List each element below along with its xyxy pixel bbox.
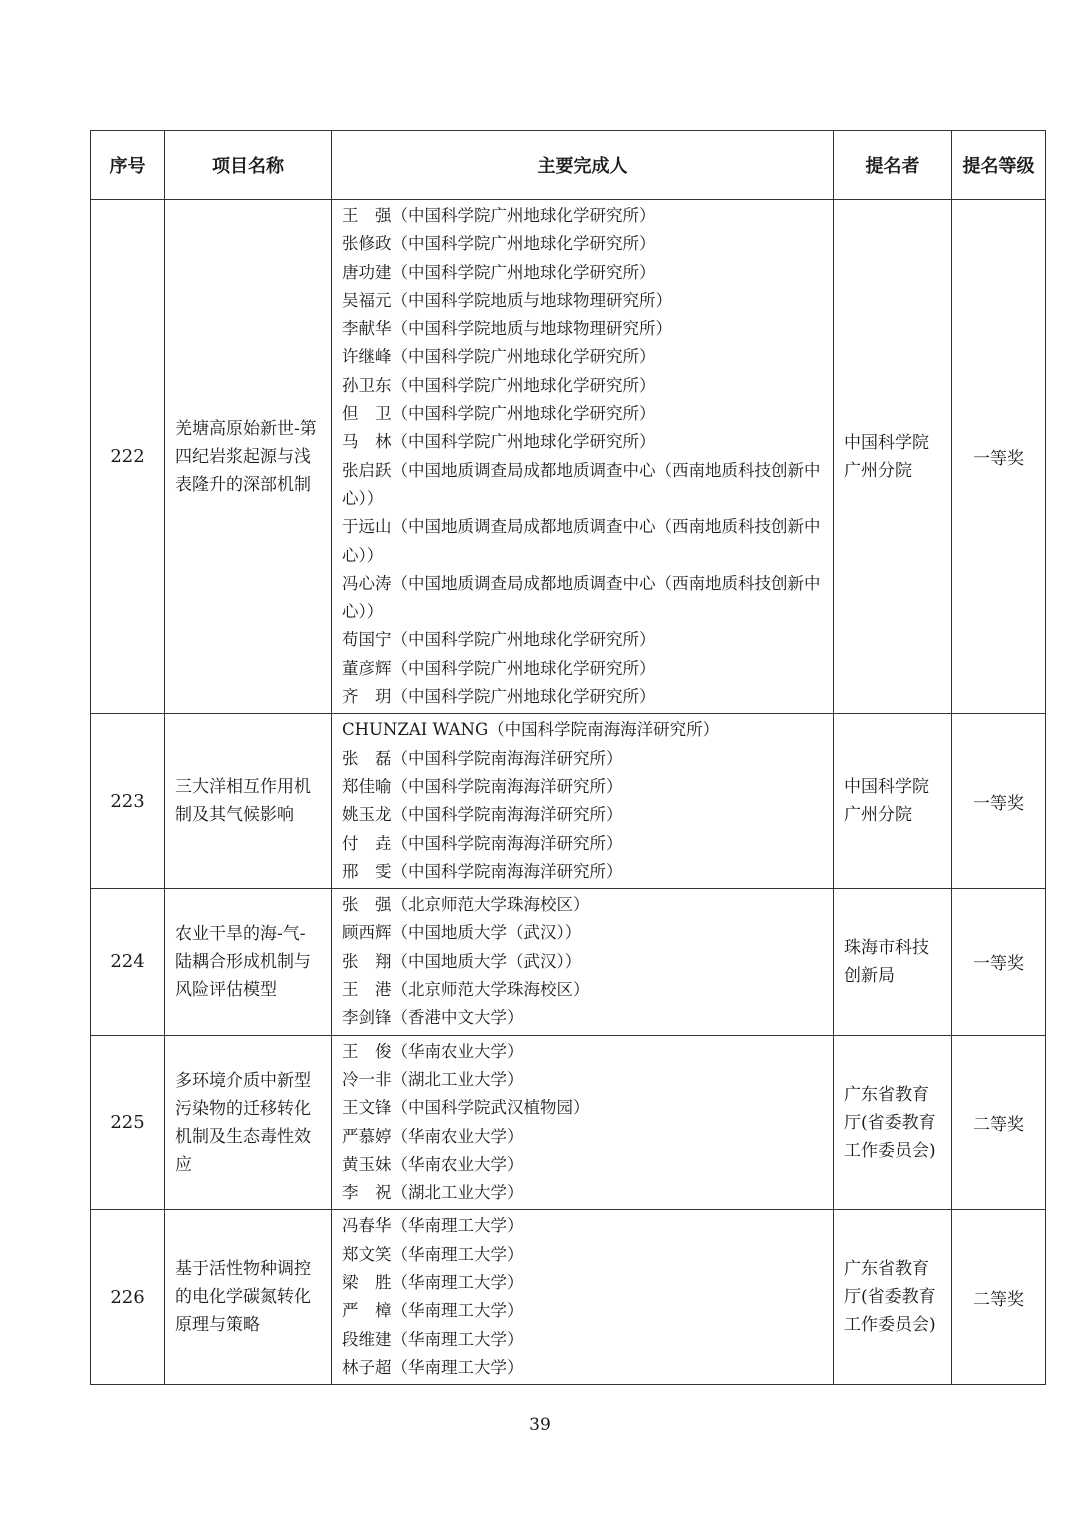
contributor: 李剑锋（香港中文大学） [342, 1008, 524, 1028]
header-main-contributors: 主要完成人 [332, 131, 834, 200]
contributor: 邢 雯（中国科学院南海海洋研究所） [342, 861, 623, 881]
row-nominator: 中国科学院广州分院 [834, 200, 952, 714]
table-row [91, 1035, 1046, 1210]
row-nominator: 广东省教育厅(省委教育工作委员会) [834, 1035, 952, 1210]
row-seq: 222 [91, 200, 165, 714]
contributor: 姚玉龙（中国科学院南海海洋研究所） [342, 805, 623, 825]
table-row [91, 1210, 1046, 1385]
row-seq: 226 [91, 1210, 165, 1385]
table-row [91, 200, 1046, 714]
contributor: 王文锋（中国科学院武汉植物园） [342, 1098, 590, 1118]
contributor: 郑文笑（华南理工大学） [342, 1244, 524, 1264]
row-grade: 二等奖 [952, 1210, 1046, 1385]
table-body [91, 200, 1046, 1385]
contributor: 严慕婷（华南农业大学） [342, 1126, 524, 1146]
contributor: 王 强（中国科学院广州地球化学研究所） [342, 206, 656, 225]
contributor: 顾西辉（中国地质大学（武汉）） [342, 923, 582, 943]
contributor: 林子超（华南理工大学） [342, 1357, 524, 1377]
contributor: 许继峰（中国科学院广州地球化学研究所） [342, 347, 656, 367]
contributor: 李献华（中国科学院地质与地球物理研究所） [342, 319, 672, 339]
row-contributors [332, 1210, 834, 1385]
contributor: 张启跃（中国地质调查局成都地质调查中心（西南地质科技创新中心）） [342, 460, 821, 508]
contributor: 张 强（北京师范大学珠海校区） [342, 895, 590, 915]
award-table [90, 130, 1046, 1385]
row-contributors [332, 1035, 834, 1210]
contributor: 张修政（中国科学院广州地球化学研究所） [342, 234, 656, 254]
contributor: 苟国宁（中国科学院广州地球化学研究所） [342, 630, 656, 650]
header-row [91, 131, 1046, 200]
row-nominator: 广东省教育厅(省委教育工作委员会) [834, 1210, 952, 1385]
contributor: 冯心涛（中国地质调查局成都地质调查中心（西南地质科技创新中心）） [342, 573, 821, 622]
row-contributors [332, 200, 834, 714]
contributor: 马 林（中国科学院广州地球化学研究所） [342, 432, 656, 452]
row-grade: 一等奖 [952, 714, 1046, 889]
contributor: 吴福元（中国科学院地质与地球物理研究所） [342, 290, 672, 310]
contributor: 冯春华（华南理工大学） [342, 1216, 524, 1236]
header-project-name: 项目名称 [165, 131, 332, 200]
contributor: 郑佳喻（中国科学院南海海洋研究所） [342, 776, 623, 796]
header-grade: 提名等级 [952, 131, 1046, 200]
row-project-name: 三大洋相互作用机制及其气候影响 [165, 714, 332, 889]
row-seq: 224 [91, 889, 165, 1035]
contributor: 于远山（中国地质调查局成都地质调查中心（西南地质科技创新中心）） [342, 517, 821, 565]
row-nominator: 中国科学院广州分院 [834, 714, 952, 889]
row-project-name: 羌塘高原始新世-第四纪岩浆起源与浅表隆升的深部机制 [165, 200, 332, 714]
contributor: 黄玉妹（华南农业大学） [342, 1154, 524, 1174]
contributor: 张 翔（中国地质大学（武汉）） [342, 951, 582, 971]
row-seq: 223 [91, 714, 165, 889]
contributor: 冷一非（湖北工业大学） [342, 1069, 524, 1089]
contributor: 梁 胜（华南理工大学） [342, 1272, 524, 1292]
table-row [91, 889, 1046, 1035]
contributor: 唐功建（中国科学院广州地球化学研究所） [342, 262, 656, 282]
contributor: 王 港（北京师范大学珠海校区） [342, 980, 590, 1000]
contributor: 付 垚（中国科学院南海海洋研究所） [342, 833, 623, 853]
contributor: 段维建（华南理工大学） [342, 1329, 524, 1349]
page-number: 39 [529, 1415, 551, 1435]
contributor: 王 俊（华南农业大学） [342, 1041, 524, 1061]
contributor: 孙卫东（中国科学院广州地球化学研究所） [342, 375, 656, 395]
row-contributors [332, 889, 834, 1035]
row-seq: 225 [91, 1035, 165, 1210]
header-seq: 序号 [91, 131, 165, 200]
table-row [91, 714, 1046, 889]
contributor: 严 樟（华南理工大学） [342, 1301, 524, 1321]
row-project-name: 基于活性物种调控的电化学碳氮转化原理与策略 [165, 1210, 332, 1385]
header-nominator: 提名者 [834, 131, 952, 200]
row-grade: 一等奖 [952, 200, 1046, 714]
contributor: 董彦辉（中国科学院广州地球化学研究所） [342, 658, 656, 678]
row-grade: 一等奖 [952, 889, 1046, 1035]
row-project-name: 多环境介质中新型污染物的迁移转化机制及生态毒性效应 [165, 1035, 332, 1210]
contributor: 但 卫（中国科学院广州地球化学研究所） [342, 404, 656, 424]
row-grade: 二等奖 [952, 1035, 1046, 1210]
contributor: 齐 玥（中国科学院广州地球化学研究所） [342, 687, 656, 707]
contributor: 张 磊（中国科学院南海海洋研究所） [342, 748, 623, 768]
contributor: CHUNZAI WANG（中国科学院南海海洋研究所） [342, 720, 720, 740]
row-nominator: 珠海市科技创新局 [834, 889, 952, 1035]
row-contributors [332, 714, 834, 889]
contributor: 李 祝（湖北工业大学） [342, 1183, 524, 1203]
row-project-name: 农业干旱的海-气-陆耦合形成机制与风险评估模型 [165, 889, 332, 1035]
